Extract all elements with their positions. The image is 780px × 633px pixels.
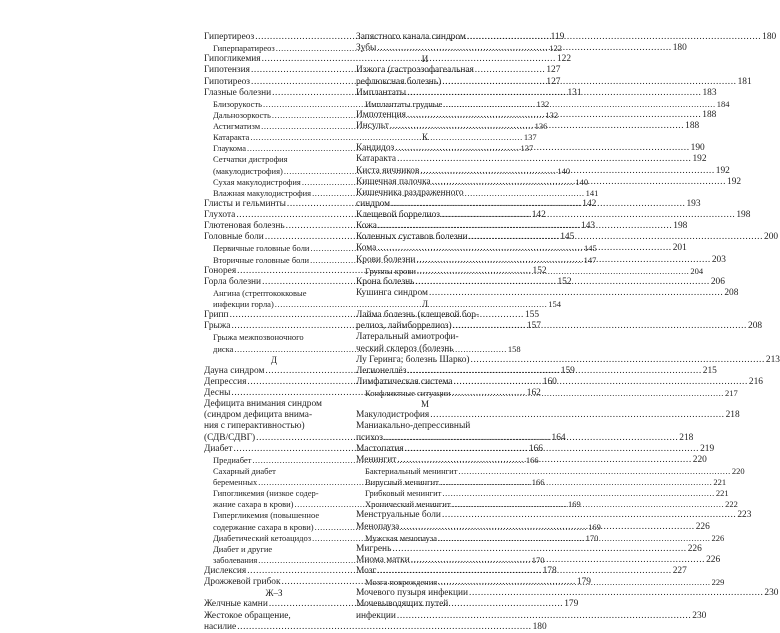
entry-title: Клещевой боррелиоз: [356, 210, 440, 220]
entry-title-line: Дефицита внимания синдром: [204, 399, 322, 410]
page-number: 221: [713, 477, 727, 487]
index-entry: [356, 543, 702, 555]
entry-title: Влажная макулодистрофия: [213, 187, 312, 198]
index-entry: [356, 154, 707, 165]
entry-title: Крови болезни: [356, 254, 416, 265]
dot-leader: [391, 199, 685, 210]
page-number: 155: [524, 310, 540, 321]
page-number: 213: [765, 354, 780, 365]
entry-title: Первичные головные боли: [213, 243, 310, 254]
page-number: 217: [725, 388, 738, 398]
entry-title-line: Маниакально-депрессивный: [356, 421, 471, 432]
page-number: 226: [695, 521, 710, 532]
entry-title: Горла болезни: [204, 276, 262, 287]
page-number: 178: [542, 566, 557, 576]
entry-title: Легионеллёз: [356, 365, 407, 376]
entry-title-line: Сахарный диабет: [213, 465, 276, 476]
page-number: 132: [536, 98, 550, 109]
page-number: 154: [548, 299, 562, 309]
page-number: 223: [737, 510, 752, 521]
dot-leader: [395, 143, 689, 154]
entry-title: Дрожжевой грибок: [204, 577, 281, 588]
entry-title: Кома: [356, 243, 377, 254]
page-number: 119: [550, 32, 565, 42]
page-number: 127: [546, 76, 561, 87]
dot-leader: [453, 321, 747, 332]
page-number: 179: [564, 599, 579, 610]
dot-leader: [458, 466, 731, 477]
page-number: 188: [685, 121, 700, 131]
entry-title: Менструальные боли: [356, 510, 441, 521]
page-number: 164: [551, 432, 566, 443]
entry-title: Инсульт: [356, 121, 389, 131]
entry-title: Вторичные головные боли: [213, 254, 310, 265]
dot-leader: [407, 110, 701, 121]
index-entry: [356, 510, 752, 521]
dot-leader: [442, 510, 736, 521]
entry-title-line: насилие: [204, 621, 237, 632]
entry-title: Гипертиреоз: [204, 32, 255, 42]
entry-title: Хронический менингит: [365, 499, 451, 510]
page-number: 208: [748, 321, 763, 332]
entry-title-line: Латеральный амиотрофи-: [356, 332, 459, 343]
page-number: 166: [525, 454, 539, 465]
dot-leader: [397, 154, 691, 165]
entry-title: Мочевого пузыря инфекции: [356, 588, 469, 599]
entry-title: Миома матки: [356, 554, 410, 565]
page-number: 192: [727, 176, 742, 187]
page-number: 140: [575, 176, 589, 187]
dot-leader: [384, 433, 678, 444]
entry-title: Коленных суставов болезни: [356, 232, 468, 243]
entry-title-line: Лу Геринга; болезнь Шарко): [356, 354, 470, 365]
dot-leader: [432, 177, 726, 188]
page-number: 141: [585, 187, 599, 198]
entry-title-line: Лайма болезнь (клещевой бор-: [356, 310, 480, 321]
entry-title: Гипотензия: [204, 65, 250, 76]
entry-title-last-line: [356, 354, 780, 366]
entry-title-line: Сетчатки дистрофия: [213, 154, 288, 165]
entry-title: Катаракта: [356, 154, 397, 165]
entry-title: Имплантаты грудные: [365, 98, 443, 109]
entry-title-line: заболевания: [213, 554, 258, 565]
entry-title-line: диска: [213, 343, 234, 354]
entry-title: Лимфатическая система: [356, 376, 453, 387]
entry-title: Глисты и гельминты: [204, 198, 286, 209]
entry-title: Зубы: [356, 43, 377, 54]
entry-title: Мужская менопауза: [365, 532, 438, 543]
entry-title-line: инфекции: [356, 610, 396, 621]
entry-title-line: ния с гиперактивностью): [204, 421, 305, 432]
dot-leader: [429, 288, 723, 299]
entry-title-line: Грыжа межпозвоночного: [213, 332, 304, 343]
dot-leader: [392, 544, 686, 555]
dot-leader: [452, 499, 725, 510]
entry-title-line: релиоз, лаймборрелиоз): [356, 321, 452, 332]
entry-title-line: ческий склероз (болезнь: [356, 343, 454, 354]
page-number: 158: [507, 343, 521, 354]
page-number: 147: [583, 254, 597, 265]
page-number: 137: [520, 143, 534, 154]
section-letter: К: [421, 132, 428, 143]
section-letter: Д: [270, 354, 278, 365]
entry-title: Сухая макулодистрофия: [213, 176, 301, 187]
page-number: 227: [672, 566, 687, 576]
dot-leader: [415, 277, 709, 288]
entry-title: Гиперпаратиреоз: [213, 43, 275, 54]
page-number: 166: [531, 477, 545, 487]
entry-title: Глаукома: [213, 143, 246, 154]
dot-leader: [390, 121, 684, 132]
page-number: 180: [672, 43, 687, 54]
page-number: 220: [692, 454, 707, 465]
entry-title-line: инфекции горла): [213, 299, 274, 309]
index-entry: [356, 588, 779, 599]
page-number: 122: [549, 43, 562, 54]
entry-title: Мастопатия: [356, 443, 404, 454]
dot-leader: [378, 221, 672, 232]
entry-title-line: Ангина (стрептококковые: [213, 287, 307, 298]
dot-leader: [469, 588, 763, 599]
entry-title-line: Кишечника раздраженного: [356, 187, 464, 198]
page-number: 140: [557, 165, 571, 176]
dot-leader: [417, 266, 690, 277]
index-entry: [356, 410, 740, 421]
page-number: 166: [528, 443, 543, 454]
dot-leader: [405, 444, 699, 455]
dot-leader: [400, 522, 694, 533]
entry-title: Кожа: [356, 221, 377, 232]
page-number: 219: [700, 443, 715, 454]
page-number: 204: [690, 265, 704, 276]
page-number: 157: [526, 321, 541, 332]
dot-leader: [420, 166, 714, 177]
page-number: 160: [542, 376, 557, 387]
entry-title-line: (СДВ/СДВГ): [204, 432, 256, 443]
page-number: 184: [716, 98, 730, 109]
entry-title: Кишечная палочка: [356, 176, 431, 187]
page-number: 188: [702, 109, 717, 120]
section-letter: И: [421, 54, 429, 65]
dot-leader: [411, 555, 705, 566]
entry-title: Кушинга синдром: [356, 287, 428, 298]
entry-title: Группы крови: [365, 265, 416, 276]
section-letter: М: [420, 399, 429, 410]
entry-title: Мозга повреждения: [365, 577, 438, 588]
entry-title: Макулодистрофия: [356, 410, 430, 421]
page-number: 122: [556, 54, 572, 65]
entry-title: Мозг: [356, 566, 377, 576]
page-number: 193: [686, 198, 701, 209]
dot-leader: [454, 377, 748, 388]
entry-title: Глазные болезни: [204, 87, 272, 98]
page-number: 221: [715, 488, 729, 499]
entry-title-line: синдром: [356, 198, 391, 209]
entry-title: Импотенция: [356, 109, 406, 120]
entry-title: Глухота: [204, 210, 236, 220]
dot-leader: [467, 32, 761, 43]
page-number: 183: [702, 87, 717, 98]
page-number: 206: [710, 276, 725, 287]
page-number: 145: [560, 232, 575, 243]
page-number: 192: [692, 154, 707, 165]
dot-leader: [407, 366, 701, 377]
entry-title: Головные боли: [204, 232, 264, 243]
page-number: 218: [679, 432, 694, 443]
page-number: 226: [711, 532, 725, 543]
page-number: 162: [526, 388, 541, 398]
page-number: 229: [711, 577, 725, 588]
page-number: 218: [725, 410, 740, 421]
entry-title-line: Гипергликемия (повышенное: [213, 510, 320, 521]
entry-title-line: Жестокое обращение,: [204, 610, 291, 621]
page-number: 192: [715, 165, 730, 176]
entry-title: Конфликтные ситуации: [365, 388, 451, 398]
page-number: 142: [582, 198, 597, 209]
page-number: 226: [687, 543, 702, 554]
dot-leader: [407, 88, 701, 99]
index-subentry: [356, 465, 745, 477]
index-entry: [356, 287, 739, 299]
index-subentry: [204, 132, 537, 143]
dot-leader: [416, 255, 710, 266]
entry-title: Имплантаты: [356, 87, 407, 98]
dot-leader: [441, 210, 735, 221]
entry-title: Глютеновая болезнь: [204, 221, 285, 232]
dot-leader: [443, 99, 716, 110]
entry-title-line: (макулодистрофия): [213, 165, 283, 176]
entry-title: Менопауза: [356, 521, 400, 532]
entry-title: Гипотиреоз: [204, 76, 251, 87]
dot-leader: [430, 410, 724, 421]
entry-title-line: Изжога (гастроэзофагеальная: [356, 65, 474, 76]
entry-title-last-line: [356, 610, 707, 622]
page-number: 179: [576, 577, 591, 588]
dot-leader: [237, 622, 531, 633]
page-number: 143: [581, 221, 596, 232]
entry-title: Депрессия: [204, 376, 247, 387]
entry-title: Желчные камни: [204, 599, 268, 610]
page-number: 169: [588, 521, 601, 532]
page-number: 200: [764, 232, 779, 243]
page-number: 142: [531, 210, 546, 220]
page-number: 170: [531, 554, 545, 565]
page-number: 215: [702, 365, 717, 376]
page-number: 222: [725, 499, 738, 510]
page-number: 127: [546, 65, 561, 76]
entry-title: Мигрень: [356, 543, 392, 554]
entry-title: Близорукость: [213, 98, 263, 109]
page-number: 230: [692, 610, 707, 621]
dot-leader: [377, 43, 671, 54]
entry-title-line: содержание сахара в крови): [213, 521, 314, 532]
page-number: 198: [736, 210, 751, 220]
page-number: 226: [706, 554, 721, 565]
page-number: 190: [690, 143, 705, 154]
entry-title: Менингит: [356, 454, 397, 465]
entry-title: Дислексия: [204, 566, 247, 576]
entry-title: Гипогликемия: [204, 54, 261, 65]
entry-title: Катаракта: [213, 132, 250, 143]
dot-leader: [442, 77, 736, 88]
entry-title-last-line: [213, 299, 562, 310]
page-number: 137: [523, 132, 537, 143]
page-number: 152: [557, 276, 572, 287]
entry-title-line: психоз: [356, 432, 383, 443]
dot-leader: [469, 232, 763, 243]
entry-title: Диабетический кетоацидоз: [213, 532, 312, 543]
dot-leader: [397, 611, 691, 622]
page-number: 152: [532, 265, 547, 276]
dot-leader: [377, 243, 671, 254]
dot-leader: [452, 388, 725, 399]
entry-title: Грипп: [204, 310, 229, 321]
page-number: 136: [534, 121, 548, 131]
page-number: 131: [567, 87, 582, 98]
entry-title: Десны: [204, 388, 231, 398]
page-number: 220: [731, 465, 745, 476]
page-number: 198: [673, 221, 688, 232]
entry-title: Предиабет: [213, 454, 252, 465]
dot-leader: [442, 488, 715, 499]
page-number: 181: [737, 76, 752, 87]
entry-title-line: рефлюксная болезнь): [356, 76, 442, 87]
entry-title: Грибковый менингит: [365, 488, 442, 499]
dot-leader: [397, 455, 691, 466]
section-letter: Ж–З: [265, 588, 283, 599]
entry-title-line: Мочевыводящих путей: [356, 599, 449, 610]
entry-title: Гонорея: [204, 265, 237, 276]
entry-title: Грыжа: [204, 321, 231, 332]
entry-title-line: жание сахара в крови): [213, 499, 294, 510]
page-number: 216: [748, 376, 763, 387]
page-number: 230: [764, 588, 779, 599]
page-number: 208: [724, 287, 739, 298]
index-subentry: [356, 488, 729, 499]
page-number: 145: [583, 243, 597, 254]
entry-title: Диабет: [204, 443, 233, 454]
page-number: 180: [532, 621, 547, 632]
entry-title-last-line: [204, 621, 547, 633]
entry-title-line: беременных: [213, 477, 258, 487]
entry-title: Крона болезнь: [356, 276, 415, 287]
entry-title-line: Гипогликемия (низкое содер-: [213, 488, 319, 499]
dot-leader: [377, 566, 671, 577]
page-number: 203: [711, 254, 726, 265]
dot-leader: [440, 477, 713, 488]
entry-title: Дауна синдром: [204, 365, 265, 376]
entry-title: Запястного канала синдром: [356, 32, 466, 42]
page-number: 159: [560, 365, 575, 376]
dot-leader: [471, 355, 765, 366]
entry-title: Вирусный менингит: [365, 477, 439, 487]
dot-leader: [438, 577, 711, 588]
entry-title: Бактериальный менингит: [365, 465, 458, 476]
entry-title: Дальнозоркость: [213, 109, 271, 120]
entry-title: Кандидоз: [356, 143, 395, 154]
page-number: 180: [762, 32, 777, 42]
page-number: 132: [545, 109, 559, 120]
section-letter: Л: [421, 299, 429, 309]
dot-leader: [438, 533, 711, 544]
page-number: 170: [585, 532, 599, 543]
page-number: 201: [672, 243, 687, 254]
index-entry: [204, 54, 572, 65]
entry-title-line: (синдром дефицита внима-: [204, 410, 313, 421]
entry-title: Киста яичников: [356, 165, 420, 176]
entry-title: Астигматизм: [213, 121, 261, 131]
page-number: 169: [568, 499, 581, 510]
entry-title-line: Диабет и другие: [213, 543, 273, 554]
